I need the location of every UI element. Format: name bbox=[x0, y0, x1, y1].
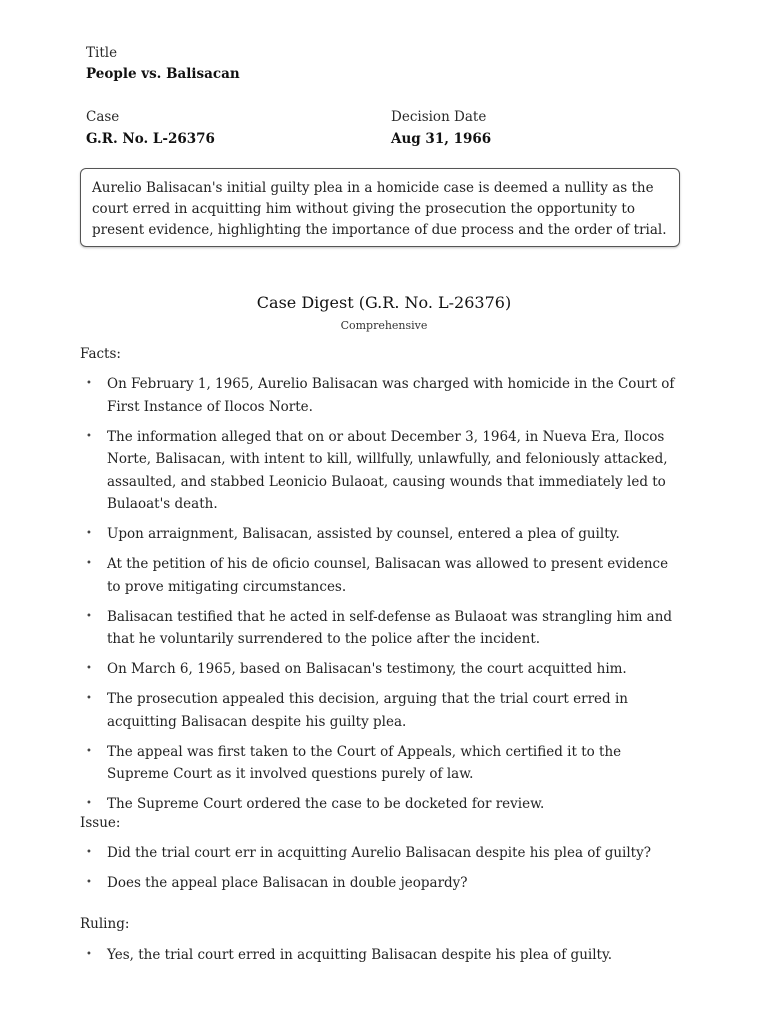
decision-date-label: Decision Date bbox=[391, 109, 487, 125]
ruling-list bbox=[80, 944, 680, 974]
title-label: Title bbox=[86, 45, 118, 61]
list-item: • Yes, the trial court erred in acquitting Balisacan despite his plea of guilty. bbox=[80, 944, 680, 967]
case-label: Case bbox=[86, 109, 120, 125]
list-item: • Upon arraignment, Balisacan, assisted by counsel, entered a plea of guilty. bbox=[80, 523, 680, 546]
list-item: • The prosecution appealed this decision, arguing that the trial court erred in acquitting Balisacan despite his guilty plea. bbox=[80, 688, 680, 733]
list-item: • At the petition of his de oficio counsel, Balisacan was allowed to present evidence to prove mitigating circumstances. bbox=[80, 553, 680, 598]
decision-date-value: Aug 31, 1966 bbox=[391, 131, 492, 147]
ruling-heading: Ruling: bbox=[80, 916, 130, 932]
list-item: • Balisacan testified that he acted in self-defense as Bulaoat was strangling him and that he voluntarily surrendered to the police after the incident. bbox=[80, 606, 680, 651]
list-item: • On March 6, 1965, based on Balisacan's testimony, the court acquitted him. bbox=[80, 658, 680, 681]
case-value: G.R. No. L-26376 bbox=[86, 131, 215, 147]
summary-box: Aurelio Balisacan's initial guilty plea in a homicide case is deemed a nullity as the court erred in acquitting him without giving the prosecution the opportunity to present evidence, highlighting the importance of due process and the order of trial. bbox=[80, 168, 680, 247]
list-item: • The Supreme Court ordered the case to be docketed for review. bbox=[80, 793, 680, 816]
list-item: • The appeal was first taken to the Court of Appeals, which certified it to the Supreme Court as it involved questions purely of law. bbox=[80, 741, 680, 786]
issue-list bbox=[80, 842, 680, 902]
facts-heading: Facts: bbox=[80, 346, 121, 362]
list-item: • Does the appeal place Balisacan in double jeopardy? bbox=[80, 872, 680, 895]
title-value: People vs. Balisacan bbox=[86, 66, 240, 82]
list-item: • The information alleged that on or about December 3, 1964, in Nueva Era, Ilocos Norte, Balisacan, with intent to kill, willfully, unlawfully, and feloniously attacked, assaulted, and stabbed Leonicio Bulaoat, causing wounds that immediately led to Bulaoat's death. bbox=[80, 426, 680, 516]
issue-heading: Issue: bbox=[80, 815, 121, 831]
facts-list bbox=[80, 373, 680, 823]
list-item: • On February 1, 1965, Aurelio Balisacan was charged with homicide in the Court of First Instance of Ilocos Norte. bbox=[80, 373, 680, 418]
digest-title: Case Digest (G.R. No. L-26376) bbox=[256, 293, 512, 312]
list-item: • Did the trial court err in acquitting Aurelio Balisacan despite his plea of guilty? bbox=[80, 842, 680, 865]
digest-subtitle: Comprehensive bbox=[340, 319, 428, 332]
